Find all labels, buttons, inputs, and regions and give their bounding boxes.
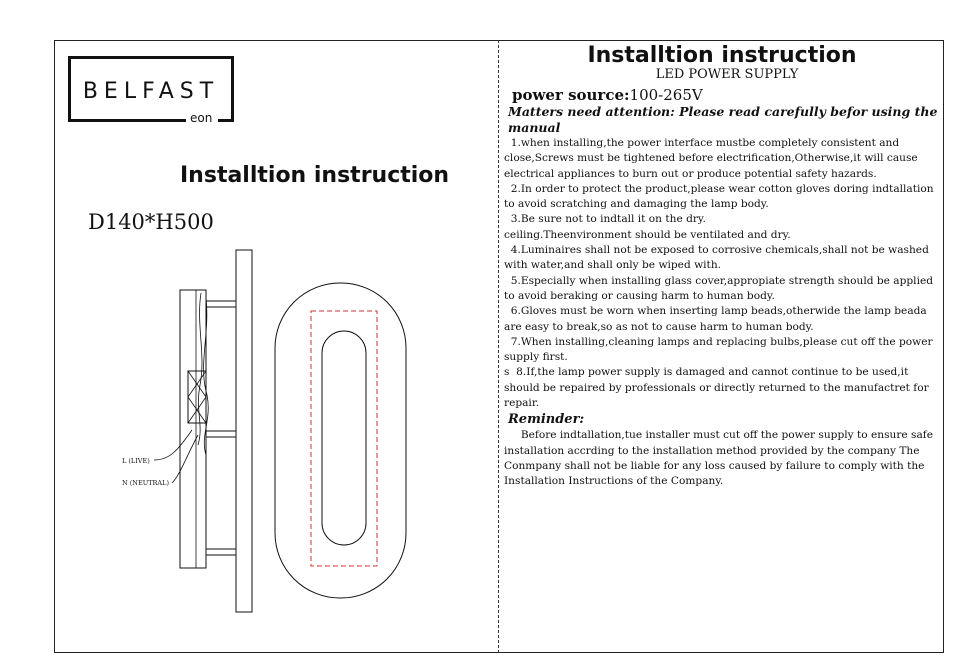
logo-subtext: eon — [190, 111, 213, 125]
product-dimensions: D140*H500 — [88, 210, 214, 234]
logo-border-left — [68, 119, 186, 122]
side-view-driver-box — [188, 371, 206, 423]
page-divider — [498, 40, 499, 653]
logo-border-right — [218, 119, 234, 122]
instruction-item-4: 4.Luminaires shall not be exposed to corrosive chemicals,shall not be washed with water,and shall only be wiped with. — [504, 244, 933, 272]
instruction-item-3: 3.Be sure not to indtall it on the dry. ceiling.Theenvironment should be ventilated and dry. — [504, 213, 791, 241]
instructions-column — [504, 44, 940, 490]
instruction-item-6: 6.Gloves must be worn when inserting lamp beads,otherwide the lamp beada are easy to break,so as not to cause harm to human body. — [504, 305, 931, 333]
power-source — [504, 86, 940, 104]
wire-neutral-label: N (NEUTRAL) — [122, 479, 169, 487]
attention-heading: Matters need attention: Please read carefully befor using the manual — [508, 104, 938, 135]
left-title: Installtion instruction — [180, 163, 450, 188]
wire-live-label: L (LIVE) — [122, 457, 150, 465]
lamp-technical-drawing — [60, 245, 490, 645]
right-subtitle: LED POWER SUPPLY — [655, 67, 799, 82]
instruction-item-1: 1.when installing,the power interface mustbe completely consistent and close,Screws must be tightened before electrification,Otherwise,it will cause electrical appliances to burn out or produce potential safety hazards. — [504, 137, 922, 180]
logo-text: BELFAST — [82, 79, 220, 104]
reminder-heading: Reminder: — [508, 412, 585, 428]
front-view-outline — [275, 283, 406, 598]
instruction-item-7: 7.When installing,cleaning lamps and replacing bulbs,please cut off the power supply first. — [504, 335, 936, 364]
instruction-item-8: s 8.If,the lamp power supply is damaged and cannot continue to be used,it should be repaired by professionals or directly returned to the manufactret for repair. — [504, 366, 933, 410]
instruction-item-2: 2.In order to protect the product,please wear cotton gloves doring indtallation to avoid scratching and damaging the lamp body. — [504, 182, 937, 211]
side-view-body — [180, 290, 206, 568]
front-view-inner-slot — [322, 331, 366, 545]
right-title: Installtion instruction — [587, 43, 857, 68]
power-source-label: power source: — [512, 86, 630, 104]
front-view-dashed-frame — [311, 311, 377, 566]
side-view-back-plate — [236, 250, 252, 612]
power-source-value: 100-265V — [629, 86, 703, 104]
reminder-text: Before indtallation,tue installer must cut off the power supply to ensure safe installation accrding to the installation method provided by the company The Conmpany shall not be liable for any loss caused by failure to comply with the Installation Instructions of the Company. — [504, 429, 937, 488]
instruction-item-5: 5.Especially when installing glass cover,appropiate strength should be applied to avoid beraking or causing harm to human body. — [504, 274, 937, 302]
